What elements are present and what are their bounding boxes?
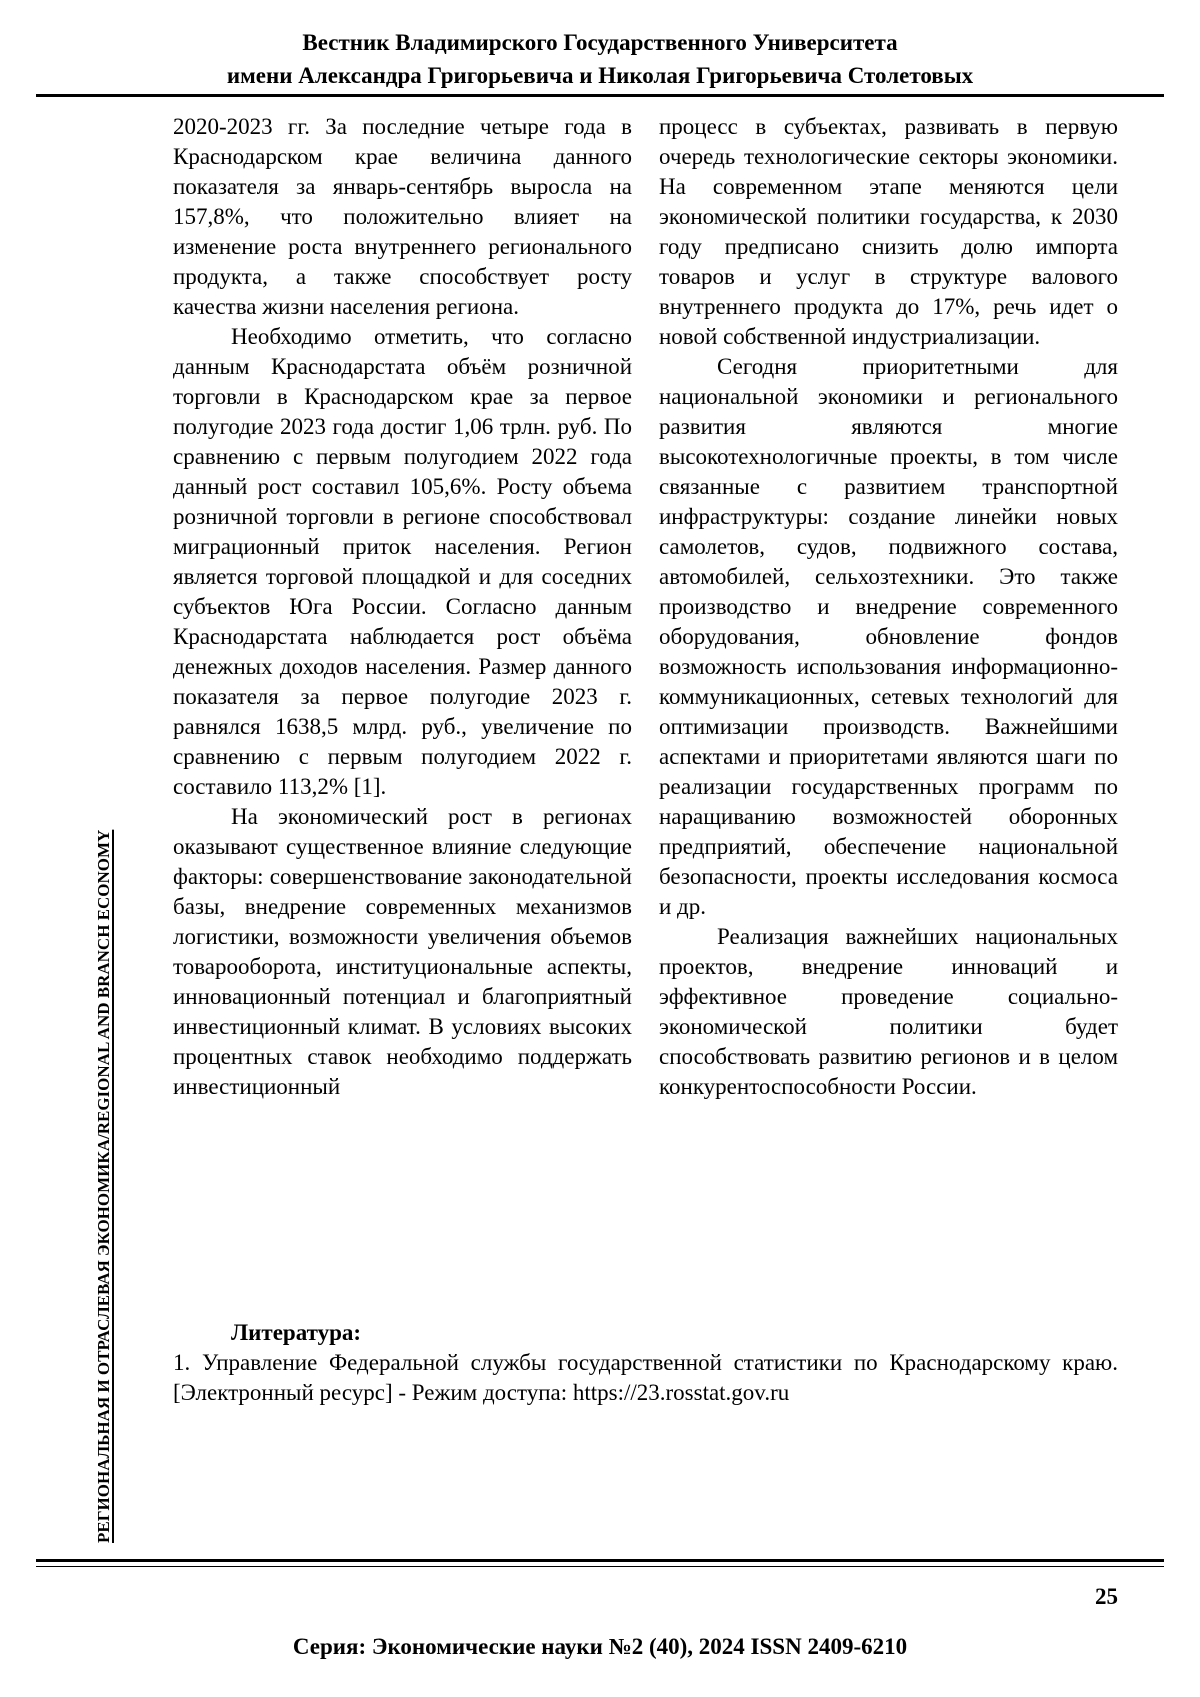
footer-divider-bottom: [36, 1566, 1164, 1567]
paragraph: процесс в субъектах, развивать в первую очередь технологические секторы экономики. На современном этапе меняются цели экономической политики государства, к 2030 году предписано снизить долю импорта товаров и услуг в структуре валового внутреннего продукта до 17%, речь идет о новой собственной индустриализации.: [659, 114, 1118, 349]
journal-header: [36, 26, 1164, 92]
paragraph: Реализация важнейших национальных проектов, внедрение инноваций и эффективное проведение социально-экономической политики будет способствовать развитию регионов и в целом конкурентоспособности России.: [659, 924, 1118, 1099]
paragraph: 2020-2023 гг. За последние четыре года в Краснодарском крае величина данного показателя за январь-сентябрь выросла на 157,8%, что положительно влияет на изменение роста внутреннего регионального продукта, а также способствует росту качества жизни населения региона.: [173, 114, 632, 319]
reference-item: 1. Управление Федеральной службы государственной статистики по Краснодарскому краю. [Электронный ресурс] - Режим доступа: https://23.rosstat.gov.ru: [173, 1350, 1118, 1405]
journal-title-line-1: Вестник Владимирского Государственного Университета: [302, 30, 898, 55]
paragraph: Необходимо отметить, что согласно данным Краснодарстата объём розничной торговли в Краснодарском крае за первое полугодие 2023 года достиг 1,06 трлн. руб. По сравнению с первым полугодием 2022 года данный рост составил 105,6%. Росту объема розничной торговли в регионе способствовал миграционный приток населения. Регион является торговой площадкой и для соседних субъектов Юга России. Согласно данным Краснодарстата наблюдается рост объёма денежных доходов населения. Размер данного показателя за первое полугодие 2023 г. равнялся 1638,5 млрд. руб., увеличение по сравнению с первым полугодием 2022 г. составило 113,2% [1].: [173, 324, 632, 799]
left-text-column: [173, 112, 632, 1102]
references-section: [173, 1318, 1118, 1408]
paragraph: Сегодня приоритетными для национальной экономики и регионального развития являются многие высокотехнологичные проекты, в том числе связанные с развитием транспортной инфраструктуры: создание линейки новых самолетов, судов, подвижного состава, автомобилей, сельхозтехники. Это также производство и внедрение современного оборудования, обновление фондов возможность использования информационно-коммуникационных, сетевых технологий для оптимизации производств. Важнейшими аспектами и приоритетами являются шаги по реализации государственных программ по наращиванию возможностей оборонных предприятий, обеспечение национальной безопасности, проекты исследования космоса и др.: [659, 354, 1118, 919]
right-text-column: [659, 112, 1118, 1102]
paragraph: На экономический рост в регионах оказывают существенное влияние следующие факторы: совершенствование законодательной базы, внедрение современных механизмов логистики, возможности увеличения объемов товарооборота, институциональные аспекты, инновационный потенциал и благоприятный инвестиционный климат. В условиях высоких процентных ставок необходимо поддержать инвестиционный: [173, 804, 632, 1099]
page-number: 25: [1095, 1584, 1118, 1609]
journal-title-line-2: имени Александра Григорьевича и Николая Григорьевича Столетовых: [226, 63, 974, 88]
footer-divider-top: [36, 1559, 1164, 1562]
section-side-label: РЕГИОНАЛЬНАЯ И ОТРАСЛЕВАЯ ЭКОНОМИКА/REGIONAL AND BRANCH ECONOMY: [94, 829, 113, 1543]
header-divider: [36, 94, 1164, 97]
series-footer: Серия: Экономические науки №2 (40), 2024 ISSN 2409-6210: [292, 1634, 908, 1659]
references-heading: Литература:: [231, 1320, 362, 1345]
